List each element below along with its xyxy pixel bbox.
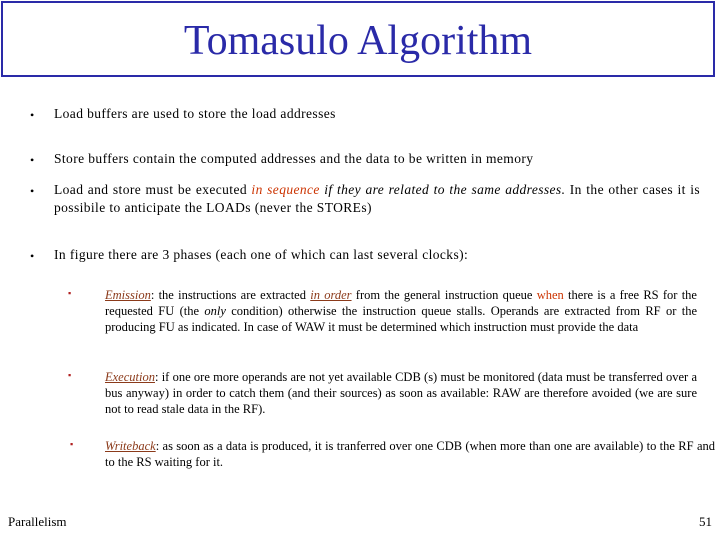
phase-text: : the instructions are extracted — [150, 288, 311, 302]
bullet-marker: • — [30, 153, 35, 167]
in-order-highlight: in order — [310, 288, 352, 302]
phase-writeback — [105, 438, 715, 470]
phase-text: there is a free RS for the requested FU (the — [105, 288, 697, 318]
title-bar — [1, 1, 715, 77]
bullet-store-buffers: Store buffers contain the computed addresses and the data to be written in memory — [54, 151, 534, 166]
bullet-text: Load and store must be executed — [54, 182, 252, 197]
bullet-marker: • — [30, 249, 35, 263]
page-number: 51 — [699, 514, 712, 529]
phase-text: : as soon as a data is produced, it is tranferred over one CDB (when more than one are available) to the RF and to the RS waiting for it. — [105, 439, 715, 469]
phase-text: from the general instruction queue — [351, 288, 537, 302]
bullet-text: In the other cases it is possibile to anticipate the LOADs (never the STOREs) — [54, 182, 701, 215]
phase-execution — [105, 369, 697, 417]
bullet-marker: • — [30, 184, 35, 198]
phase-text: condition) otherwise the instruction queue stalls. Operands are extracted from RF or the producing FU as indicated. In case of WAW it must be determined which instruction must provide the data — [105, 304, 697, 334]
sub-bullet-marker: ▪ — [70, 439, 74, 449]
footer-course-name: Parallelism — [8, 514, 67, 529]
phase-text: : if one ore more operands are not yet available CDB (s) must be monitored (data must be transferred over a bus anyway) in order to catch them (and their sources) as soon as available: RAW are therefore avoided (we are sure not to read stale data in the RF). — [105, 370, 697, 416]
slide-title: Tomasulo Algorithm — [183, 18, 533, 64]
phase-term: Writeback — [105, 439, 156, 453]
bullet-load-store-order — [54, 181, 700, 216]
only-emphasis: only — [204, 304, 226, 318]
phase-term: Emission — [105, 288, 151, 302]
phase-term: Execution — [105, 370, 155, 384]
sub-bullet-marker: ▪ — [68, 288, 72, 298]
bullet-load-buffers: Load buffers are used to store the load addresses — [54, 106, 336, 121]
sub-bullet-marker: ▪ — [68, 370, 72, 380]
bullet-three-phases: In figure there are 3 phases (each one of which can last several clocks): — [54, 247, 469, 262]
when-highlight: when — [536, 288, 564, 302]
same-address-condition: if they are related to the same addresses. — [319, 182, 566, 197]
bullet-marker: • — [30, 108, 35, 122]
in-sequence-highlight: in sequence — [251, 182, 320, 197]
phase-emission — [105, 287, 697, 335]
